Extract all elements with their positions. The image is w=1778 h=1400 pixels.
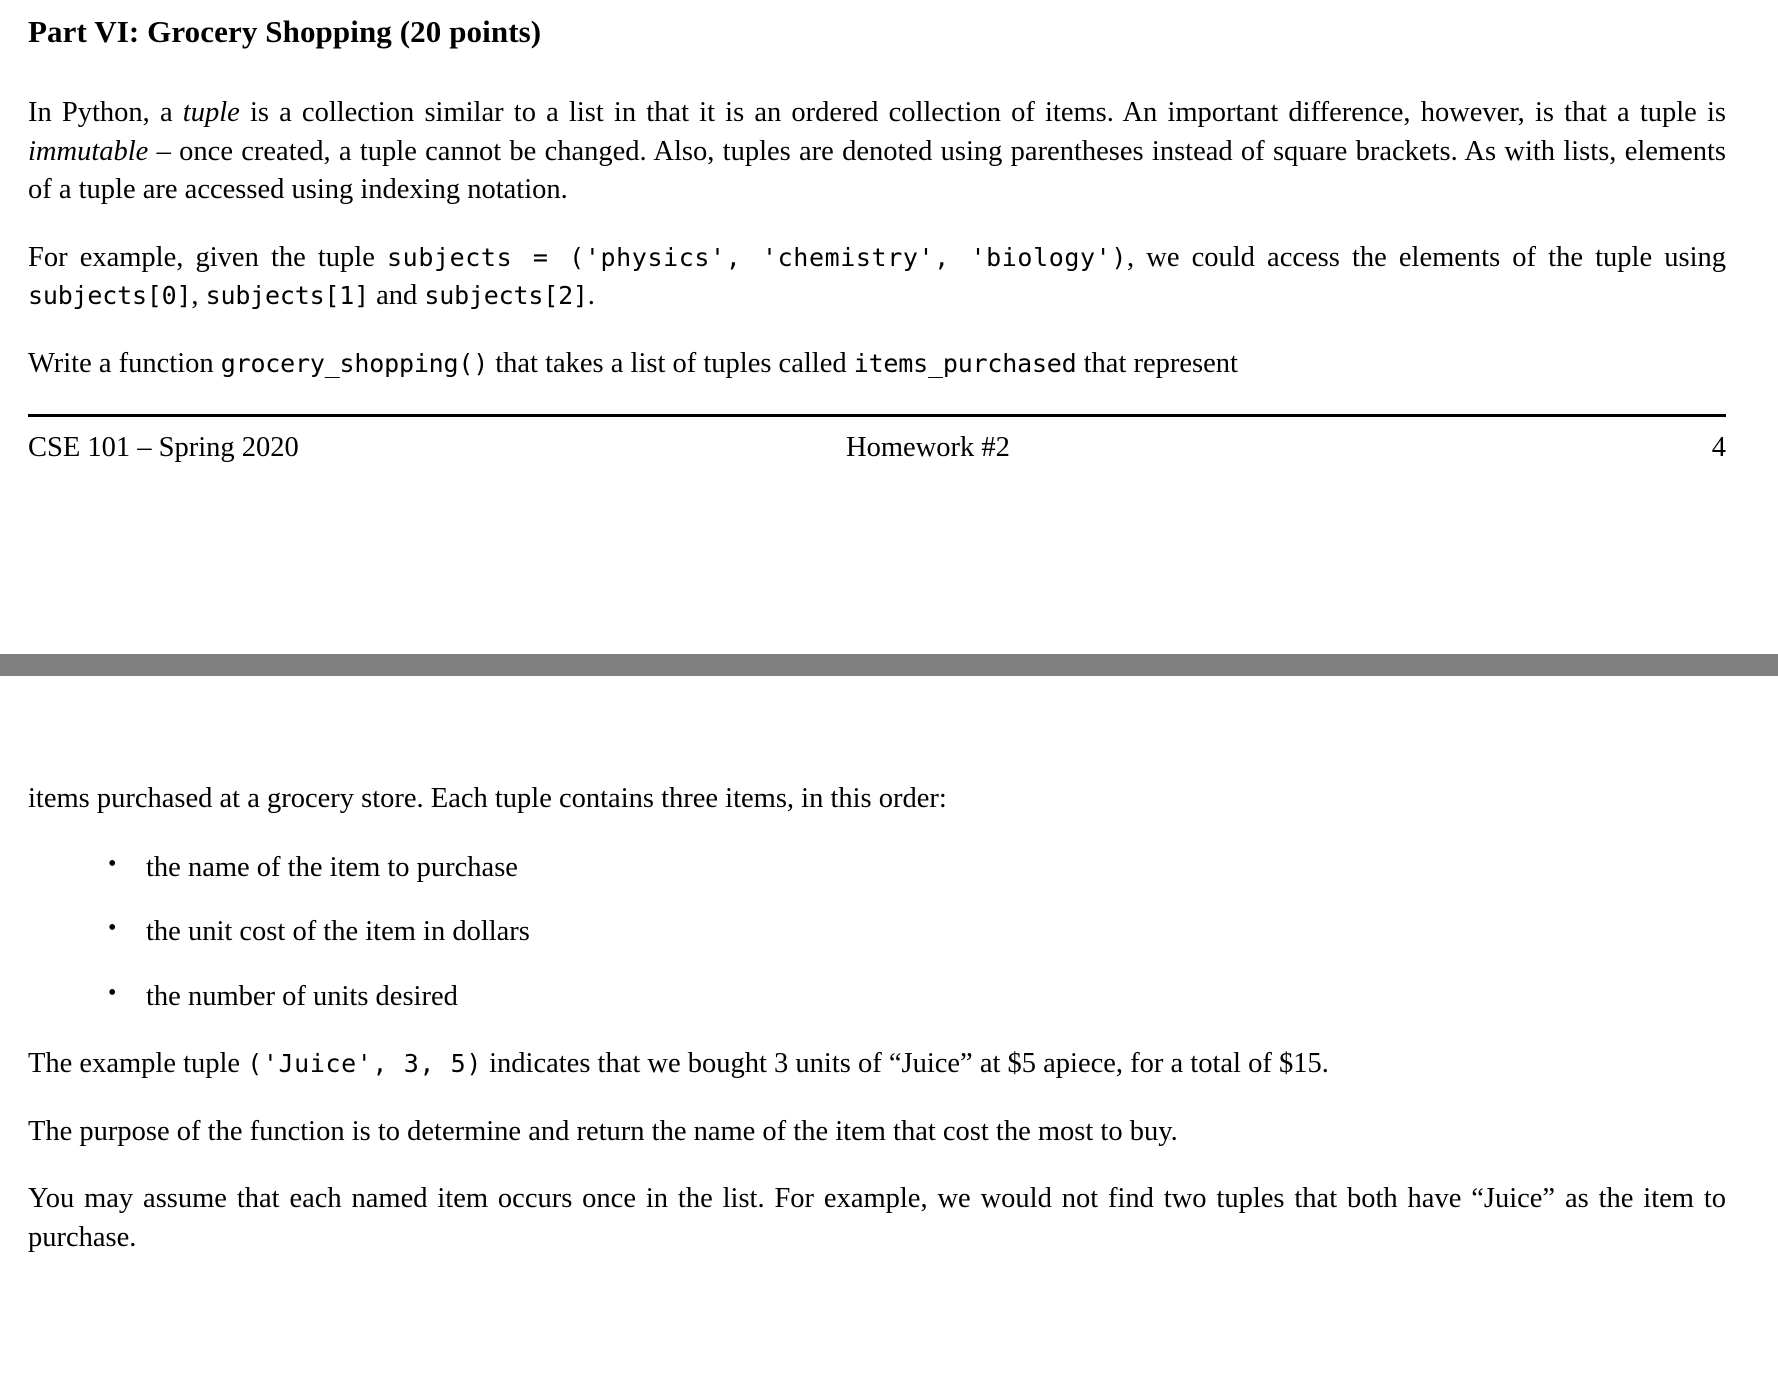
italic-tuple: tuple xyxy=(182,97,240,128)
page-section-top xyxy=(0,0,1778,464)
text-segment: , we could access the elements of the tuple using xyxy=(1126,241,1726,273)
code-subjects-0: subjects[0] xyxy=(28,281,192,311)
paragraph-juice-example xyxy=(28,1045,1726,1084)
code-subjects-tuple: subjects = ('physics', 'chemistry', 'biology') xyxy=(387,242,1127,272)
list-item: • the number of units desired xyxy=(108,978,1726,1016)
page-separator xyxy=(0,654,1778,676)
text-segment: Write a function xyxy=(28,348,221,380)
code-items-purchased: items_purchased xyxy=(853,349,1077,379)
text-segment: is a collection similar to a list in that it is an ordered collection of items. An important difference, however, is that a tuple is xyxy=(239,97,1726,128)
paragraph-tuple-intro xyxy=(28,94,1726,210)
footer-course: CSE 101 – Spring 2020 xyxy=(28,431,299,463)
list-item: • the name of the item to purchase xyxy=(108,849,1726,887)
paragraph-assumption: You may assume that each named item occurs once in the list. For example, we would not find two tuples that both have “Juice” as the item to purchase. xyxy=(28,1183,1726,1253)
text-segment: that takes a list of tuples called xyxy=(488,348,854,380)
page-section-bottom xyxy=(0,780,1778,1257)
text-segment: , xyxy=(191,280,206,312)
paragraph-write-function xyxy=(28,345,1726,384)
list-item: • the unit cost of the item in dollars xyxy=(108,913,1726,951)
text-segment: – once created, a tuple cannot be changed. Also, tuples are denoted using parentheses instead of square brackets. As with lists, elements of a tuple are accessed using indexing notation. xyxy=(28,135,1726,206)
paragraph-function-purpose: The purpose of the function is to determine and return the name of the item that cost the most to buy. xyxy=(28,1115,1178,1147)
footer-assignment: Homework #2 xyxy=(845,431,1010,463)
code-juice-tuple: ('Juice', 3, 5) xyxy=(247,1049,482,1079)
text-segment: The example tuple xyxy=(28,1048,248,1080)
text-segment: indicates that we bought 3 units of “Juice” at $5 apiece, for a total of $15. xyxy=(482,1048,1329,1080)
paragraph-items-purchased: items purchased at a grocery store. Each tuple contains three items, in this order: xyxy=(28,783,947,814)
italic-immutable: immutable xyxy=(28,135,149,167)
footer-page-number: 4 xyxy=(1711,431,1726,463)
code-subjects-1: subjects[1] xyxy=(205,281,369,311)
page-title: Part VI: Grocery Shopping (20 points) xyxy=(28,14,542,49)
paragraph-subjects-example xyxy=(28,239,1726,316)
page-footer xyxy=(28,432,1726,464)
code-grocery-shopping: grocery_shopping() xyxy=(220,349,489,379)
tuple-contents-list xyxy=(28,849,1726,1016)
text-segment: For example, given the tuple xyxy=(28,241,388,273)
text-segment: In Python, a xyxy=(28,97,183,128)
footer-divider xyxy=(28,414,1726,417)
code-subjects-2: subjects[2] xyxy=(424,281,588,311)
text-segment: that represent xyxy=(1076,348,1238,380)
text-segment: and xyxy=(369,280,425,312)
text-segment: . xyxy=(587,280,595,312)
